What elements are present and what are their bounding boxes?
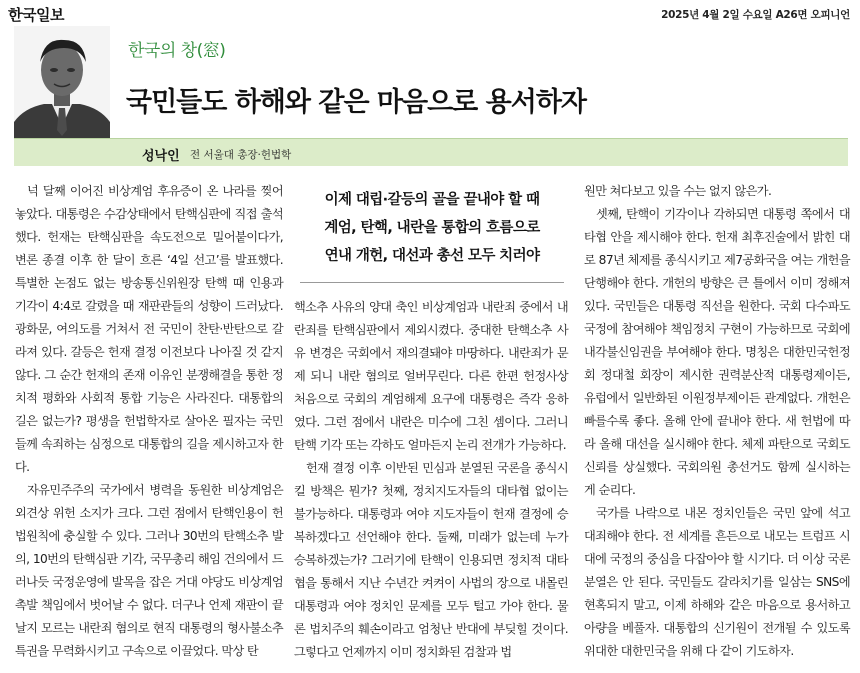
masthead-date: 2025년 4월 2일 수요일 A26면 오피니언 <box>661 9 850 21</box>
pull-quote-divider <box>300 282 564 283</box>
paragraph: 헌재 결정 이후 이반된 민심과 분열된 국론을 종식시킬 방책은 뭔가? 첫째, 정치지도자들의 대타협 없이는 불가능하다. 대통령과 여야 지도자들이 헌재 결정에 승복하겠다고 선언해야 한다. 둘째, 미래가 없는데 누가 승복하겠는가? 그러기에 탄핵이 인용되면 정치적 대타협을 통해서 지난 수년간 켜켜이 사법의 장으로 내몰린 대통령과 여야 정치인 문제를 모두 털고 가야 한다. 물론 법치주의 훼손이라고 엄청난 반대에 부딪힐 것이다. 그렇다고 언제까지 이미 정치화된 검찰과 법 <box>294 461 568 659</box>
paragraph: 국가를 나락으로 내몬 정치인들은 국민 앞에 석고대죄해야 한다. 전 세계를 흔든으로 내모는 트럼프 시대에 국정의 중심을 다잡아야 할 시기다. 더 이상 국론분열은 안 된다. 국민들도 갈라치기를 일삼는 SNS에 현혹되지 말고, 이제 하해와 같은 마음으로 용서하고 아량을 베풀자. 대통합의 신기원이 전개될 수 있도록 위대한 대한민국을 위해 다 같이 기도하자. <box>584 506 850 658</box>
pull-quote <box>304 186 560 270</box>
paragraph: 핵소추 사유의 양대 축인 비상계엄과 내란죄 중에서 내란죄를 탄핵심판에서 제외시켰다. 중대한 탄핵소추 사유 변경은 국회에서 재의결돼야 마땅하다. 내란죄가 문제 되니 내란 혐의로 얼버무린다. 다른 한편 헌정사상 처음으로 국회의 계엄해제 요구에 대통령은 즉각 응하였다. 그런 점에서 내란은 미수에 그친 셈이다. 그러니 탄핵 기각 또는 각하도 얼마든지 논리 전개가 가능하다. <box>294 300 568 452</box>
author-name: 성낙인 <box>142 149 180 164</box>
article-column-1 <box>15 180 283 663</box>
author-portrait <box>14 26 110 138</box>
paragraph: 자유민주주의 국가에서 병력을 동원한 비상계엄은 외견상 위헌 소지가 크다. 그런 점에서 탄핵인용이 헌법원칙에 충실할 수 있다. 그러나 30번의 탄핵소추 발의, 10번의 탄핵심판 기각, 국무총리 해임 건의에서 드러나듯 국정운영에 발목을 잡은 거대 야당도 비상계엄 촉발 책임에서 벗어날 수 없다. 더구나 언제 재판이 끝날지 모르는 내란죄 혐의로 현직 대통령의 형사불소추 특권을 무력화시키고 구속으로 이끌었다. 막상 탄 <box>15 483 283 658</box>
pull-quote-line: 연내 개헌, 대선과 총선 모두 치러야 <box>324 248 540 264</box>
paragraph: 넉 달째 이어진 비상계엄 후유증이 온 나라를 찢어놓았다. 대통령은 수감상태에서 탄핵심판에 직접 출석했다. 헌재는 탄핵심판을 속도전으로 밀어붙이다가, 변론 종결 이후 한 달이 흐른 ‘4일 선고’를 발표했다. 특별한 논점도 없는 방송통신위원장 탄핵 때 인용과 기각이 4:4로 갈렸을 때 재판관들의 성향이 드러났다. 광화문, 여의도를 거쳐서 전 국민이 찬탄·반탄으로 갈라져 있다. 갈등은 헌재 결정 이전보다 나아질 것 같지 않다. 그 순간 헌재의 존재 이유인 분쟁해결을 통한 정치적 평화와 사회적 통합 기능은 사라진다. 대통합의 길은 없는가? 평생을 헌법학자로 살아온 필자는 국민들께 속죄하는 심정으로 대통합의 길을 제시하고자 한다. <box>15 184 283 474</box>
author-role: 전 서울대 총장·헌법학 <box>190 149 292 161</box>
headline: 국민들도 하해와 같은 마음으로 용서하자 <box>126 87 586 118</box>
masthead-logo: 한국일보 <box>8 6 64 24</box>
paragraph: 셋째, 탄핵이 기각이나 각하되면 대통령 쪽에서 대타협 안을 제시해야 한다. 헌재 최후진술에서 밝힌 대로 87년 체제를 종식시키고 제7공화국을 여는 개헌을 단행해야 한다. 개헌의 방향은 큰 틀에서 이미 정해져 있다. 국민들은 대통령 직선을 원한다. 국회 다수파도 국정에 참여해야 책임정치 구현이 가능하므로 국회에 내각불신임권을 부여해야 한다. 명칭은 대한민국헌정회 정대철 회장이 제시한 권력분산적 대통령제이든, 유럽에서 일반화된 이원정부제이든 관계없다. 개헌은 빠를수록 좋다. 올해 안에 끝내야 한다. 새 헌법에 따라 올해 대선을 실시해야 한다. 체제 파탄으로 국회도 신뢰를 상실했다. 국회의원 총선거도 함께 실시하는 게 순리다. <box>584 207 850 497</box>
column-name: 한국의 창(窓) <box>128 41 226 61</box>
pull-quote-line: 이제 대립·갈등의 골을 끝내야 할 때 <box>324 192 540 208</box>
pull-quote-line: 계엄, 탄핵, 내란을 통합의 흐름으로 <box>324 220 540 236</box>
paragraph: 원만 쳐다보고 있을 수는 없지 않은가. <box>584 184 772 198</box>
article-column-3 <box>584 180 850 663</box>
article-column-2 <box>294 296 568 664</box>
byline-bar <box>14 138 848 166</box>
